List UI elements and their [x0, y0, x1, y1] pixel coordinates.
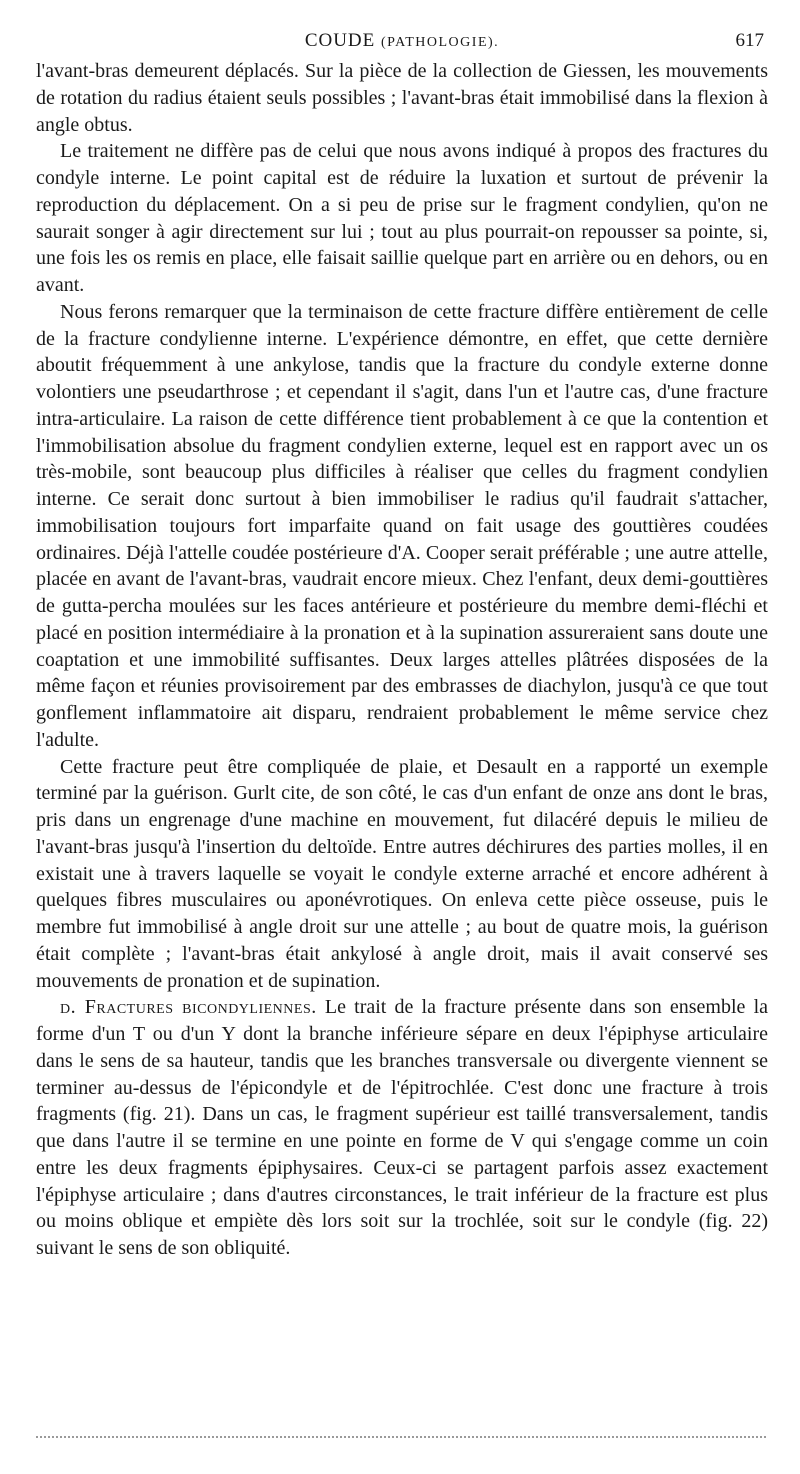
- running-head: [36, 30, 768, 58]
- paragraph-bicondylar-text: Le trait de la fracture présente dans son ensemble la forme d'un T ou d'un Y dont la branche inférieure sépare en deux l'épiphyse articulaire dans le sens de sa hauteur, tandis que les branches transversale ou divergente viennent se terminer au-dessus de l'épicondyle et de l'épitrochlée. C'est donc une fracture à trois fragments (fig. 21). Dans un cas, le fragment supérieur est taillé transversalement, tandis que dans l'autre il se termine en une pointe en forme de V qui s'engage comme un coin entre les deux fragments épiphysaires. Ceux-ci se partagent parfois assez exactement l'épiphyse articulaire ; dans d'autres circonstances, le trait inférieur de la fracture est plus ou moins oblique et empiète dès lors soit sur la trochlée, soit sur le condyle (fig. 22) suivant le sens de son obliquité.: [36, 996, 768, 1259]
- paragraph-termination: Nous ferons remarquer que la terminaison de cette fracture diffère entièrement de celle de la fracture condylienne interne. L'expérience démontre, en effet, que cette dernière aboutit fréquemment à une ankylose, tandis que la fracture du condyle externe donne volontiers une pseudarthrose ; et cependant il s'agit, dans l'un et l'autre cas, d'une fracture intra-articulaire. La raison de cette différence tient probablement à ce que la contention et l'immobilisation absolue du fragment condylien externe, lequel est en rapport avec un os très-mobile, sont beaucoup plus difficiles à réaliser que celles du fragment condylien interne. Ce serait donc surtout à bien immobiliser le radius qu'il faudrait s'attacher, immobilisation toujours fort imparfaite quand on fait usage des gouttières coudées ordinaires. Déjà l'attelle coudée postérieure d'A. Cooper serait préférable ; une autre attelle, placée en avant de l'avant-bras, vaudrait encore mieux. Chez l'enfant, deux demi-gouttières de gutta-percha moulées sur les faces antérieure et postérieure du membre demi-fléchi et placé en position intermédiaire à la pronation et à la supination assureraient sans doute une coaptation et une immobilité suffisantes. Deux larges attelles plâtrées disposées de la même façon et réunies provisoirement par des embrasses de diachylon, jusqu'à ce que tout gonflement inflammatoire ait disparu, rendraient probablement le même service chez l'adulte.: [36, 300, 768, 751]
- page-number: 617: [735, 30, 764, 51]
- paragraph-continuation: l'avant-bras demeurent déplacés. Sur la pièce de la collection de Giessen, les mouvements de rotation du radius étaient seuls possibles ; l'avant-bras était immobilisé dans la flexion à angle obtus.: [36, 60, 768, 136]
- page: [36, 30, 768, 1262]
- body-text: [36, 58, 768, 1262]
- paragraph-treatment: Le traitement ne diffère pas de celui que nous avons indiqué à propos des fractures du condyle interne. Le point capital est de réduire la luxation et surtout de prévenir la reproduction du déplacement. On a si peu de prise sur le fragment condylien, qu'on ne saurait songer à agir directement sur lui ; tout au plus pourrait-on repousser sa pointe, si, une fois les os remis en place, elle faisait saillie quelque part en arrière ou en dehors, ou en avant.: [36, 140, 768, 296]
- paragraph-complication: Cette fracture peut être compliquée de plaie, et Desault en a rapporté un exemple terminé par la guérison. Gurlt cite, de son côté, le cas d'un enfant de onze ans dont le bras, pris dans un engrenage d'une machine en mouvement, fut dilacéré depuis le milieu de l'avant-bras jusqu'à l'insertion du deltoïde. Entre autres déchirures des parties molles, il en existait une à travers laquelle se voyait le condyle externe arraché et encore adhérent à quelques fibres musculaires ou aponévrotiques. On enleva cette pièce osseuse, puis le membre fut immobilisé à angle droit sur une attelle ; au bout de quatre mois, la guérison était complète ; l'avant-bras était ankylosé à angle droit, mais il avait conservé ses mouvements de pronation et de supination.: [36, 755, 768, 992]
- running-title: [36, 30, 768, 52]
- section-heading: d. Fractures bicondyliennes.: [60, 996, 317, 1019]
- header-subtitle: (PATHOLOGIE).: [381, 35, 500, 50]
- footer-dotted-rule: [36, 1436, 766, 1438]
- paragraph-bicondylar: [36, 994, 768, 1262]
- header-title: COUDE: [304, 30, 376, 51]
